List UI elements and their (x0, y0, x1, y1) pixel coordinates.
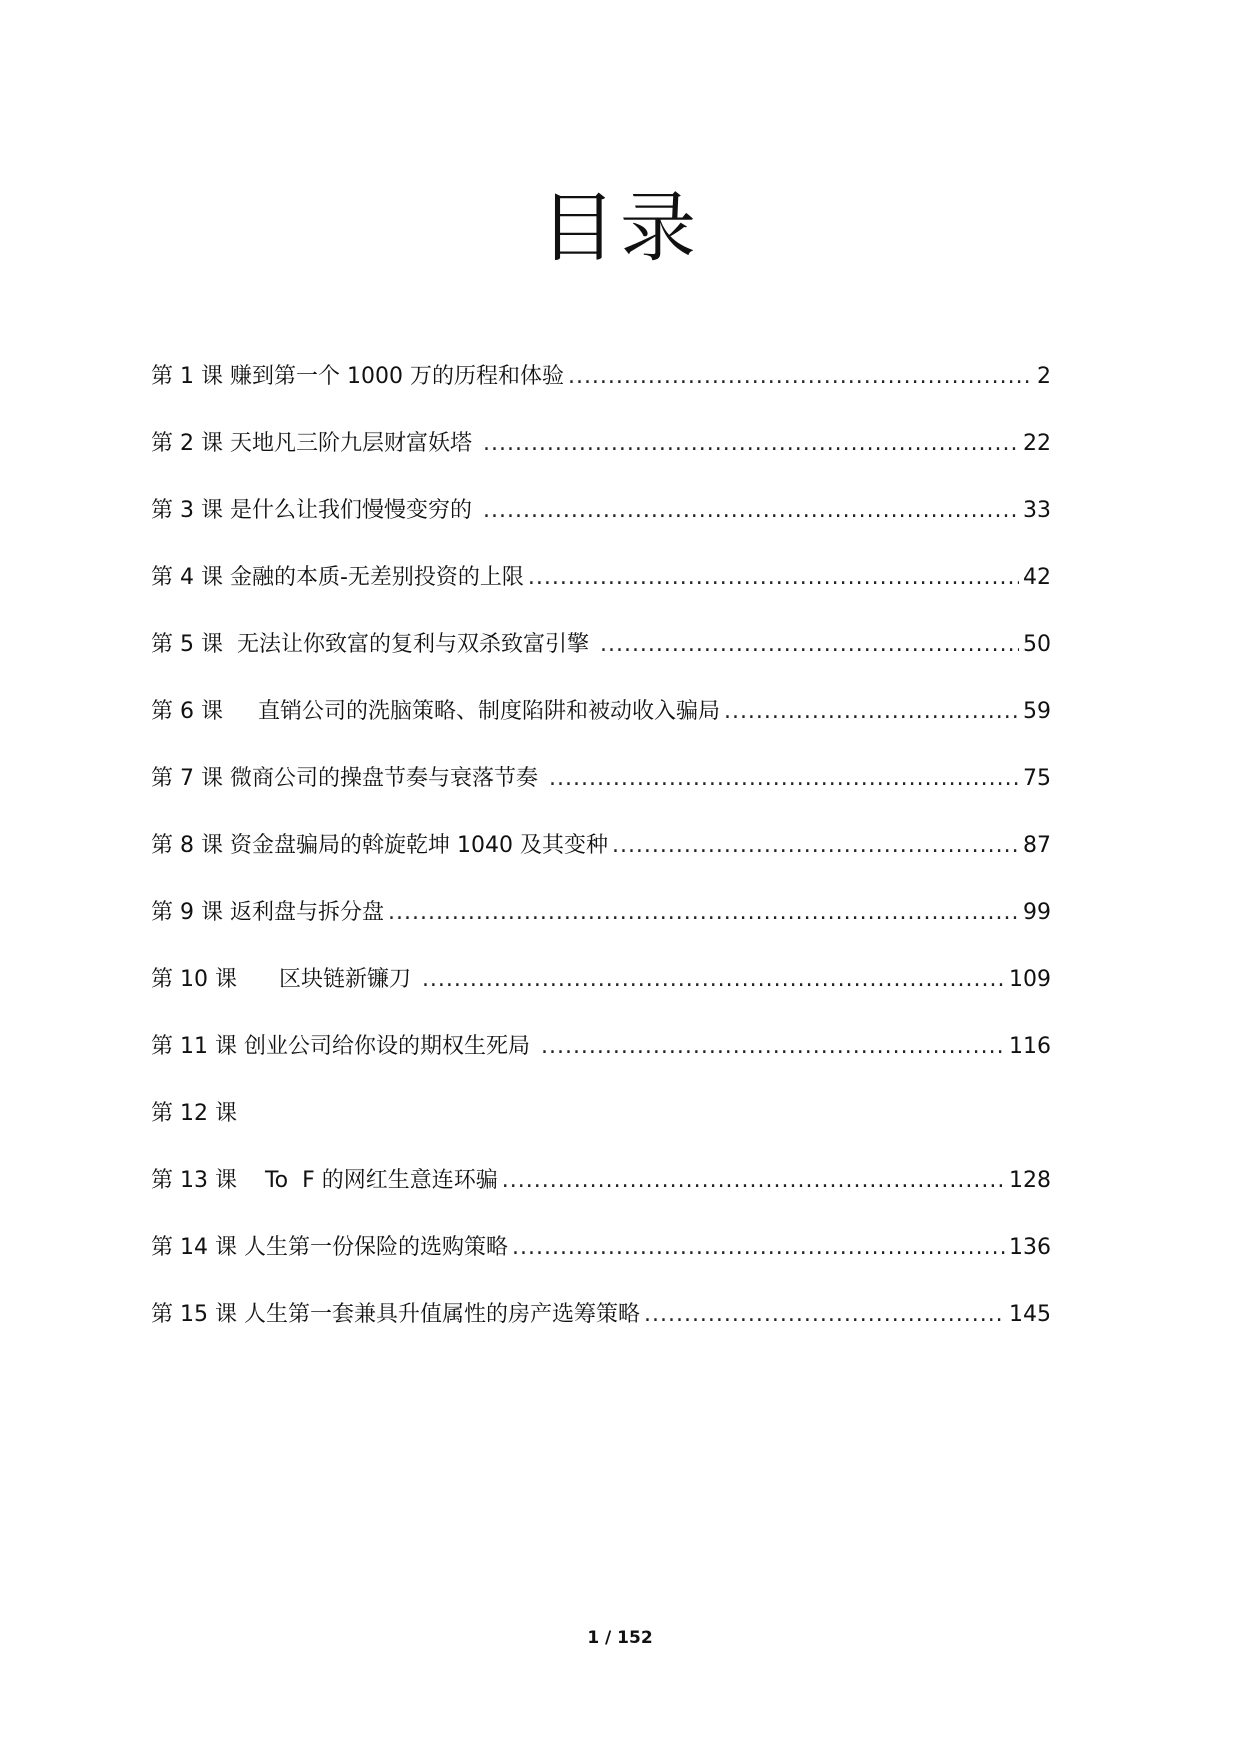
toc-entry-label: 第 4 课 金融的本质-无差别投资的上限 (151, 565, 524, 590)
page-number-indicator: 1 / 152 (587, 1628, 653, 1648)
toc-entry-4[interactable] (151, 563, 1051, 630)
toc-entry-label: 第 13 课 To F 的网红生意连环骗 (151, 1168, 498, 1193)
toc-entry-1[interactable] (151, 362, 1051, 429)
toc-entry-page: 50 (1023, 632, 1051, 657)
toc-entry-page: 22 (1023, 431, 1051, 456)
toc-entry-label: 第 8 课 资金盘骗局的斡旋乾坤 1040 及其变种 (151, 833, 608, 858)
toc-entry-13[interactable] (151, 1166, 1051, 1233)
toc-entry-page: 128 (1009, 1168, 1051, 1193)
toc-entry-page: 99 (1023, 900, 1051, 925)
toc-dot-leader (388, 898, 1019, 928)
toc-entry-12[interactable] (151, 1099, 1051, 1166)
toc-entry-label: 第 1 课 赚到第一个 1000 万的历程和体验 (151, 364, 564, 389)
toc-entry-label: 第 10 课 区块链新镰刀 (151, 967, 418, 992)
toc-entry-label: 第 5 课 无法让你致富的复利与双杀致富引擎 (151, 632, 596, 657)
table-of-contents (151, 362, 1051, 1367)
toc-entry-page: 87 (1023, 833, 1051, 858)
toc-entry-label: 第 2 课 天地凡三阶九层财富妖塔 (151, 431, 479, 456)
toc-entry-10[interactable] (151, 965, 1051, 1032)
toc-entry-page: 59 (1023, 699, 1051, 724)
toc-dot-leader (422, 965, 1005, 995)
toc-dot-leader (541, 1032, 1005, 1062)
toc-entry-page: 33 (1023, 498, 1051, 523)
toc-entry-2[interactable] (151, 429, 1051, 496)
toc-dot-leader (600, 630, 1019, 660)
toc-entry-6[interactable] (151, 697, 1051, 764)
toc-dot-leader (483, 429, 1019, 459)
toc-entry-label: 第 11 课 创业公司给你设的期权生死局 (151, 1034, 537, 1059)
toc-dot-leader (502, 1166, 1005, 1196)
toc-entry-page: 42 (1023, 565, 1051, 590)
toc-dot-leader (549, 764, 1019, 794)
toc-entry-9[interactable] (151, 898, 1051, 965)
toc-entry-page: 109 (1009, 967, 1051, 992)
toc-entry-3[interactable] (151, 496, 1051, 563)
toc-dot-leader (512, 1233, 1005, 1263)
toc-dot-leader (483, 496, 1019, 526)
toc-entry-15[interactable] (151, 1300, 1051, 1367)
toc-entry-label: 第 15 课 人生第一套兼具升值属性的房产选筹策略 (151, 1302, 640, 1327)
toc-entry-label: 第 7 课 微商公司的操盘节奏与衰落节奏 (151, 766, 545, 791)
toc-entry-8[interactable] (151, 831, 1051, 898)
toc-entry-11[interactable] (151, 1032, 1051, 1099)
toc-entry-5[interactable] (151, 630, 1051, 697)
toc-dot-leader (528, 563, 1019, 593)
toc-entry-page: 2 (1037, 364, 1051, 389)
page-title: 目录 (540, 183, 700, 272)
toc-entry-label: 第 12 课 (151, 1101, 237, 1126)
toc-dot-leader (612, 831, 1019, 861)
toc-entry-page: 136 (1009, 1235, 1051, 1260)
toc-entry-7[interactable] (151, 764, 1051, 831)
toc-entry-label: 第 6 课 直销公司的洗脑策略、制度陷阱和被动收入骗局 (151, 699, 720, 724)
toc-entry-page: 145 (1009, 1302, 1051, 1327)
toc-entry-label: 第 9 课 返利盘与拆分盘 (151, 900, 384, 925)
toc-entry-page: 116 (1009, 1034, 1051, 1059)
toc-dot-leader (568, 362, 1033, 392)
toc-entry-14[interactable] (151, 1233, 1051, 1300)
toc-dot-leader (644, 1300, 1005, 1330)
toc-entry-page: 75 (1023, 766, 1051, 791)
toc-entry-label: 第 14 课 人生第一份保险的选购策略 (151, 1235, 508, 1260)
toc-entry-label: 第 3 课 是什么让我们慢慢变穷的 (151, 498, 479, 523)
toc-dot-leader (724, 697, 1019, 727)
